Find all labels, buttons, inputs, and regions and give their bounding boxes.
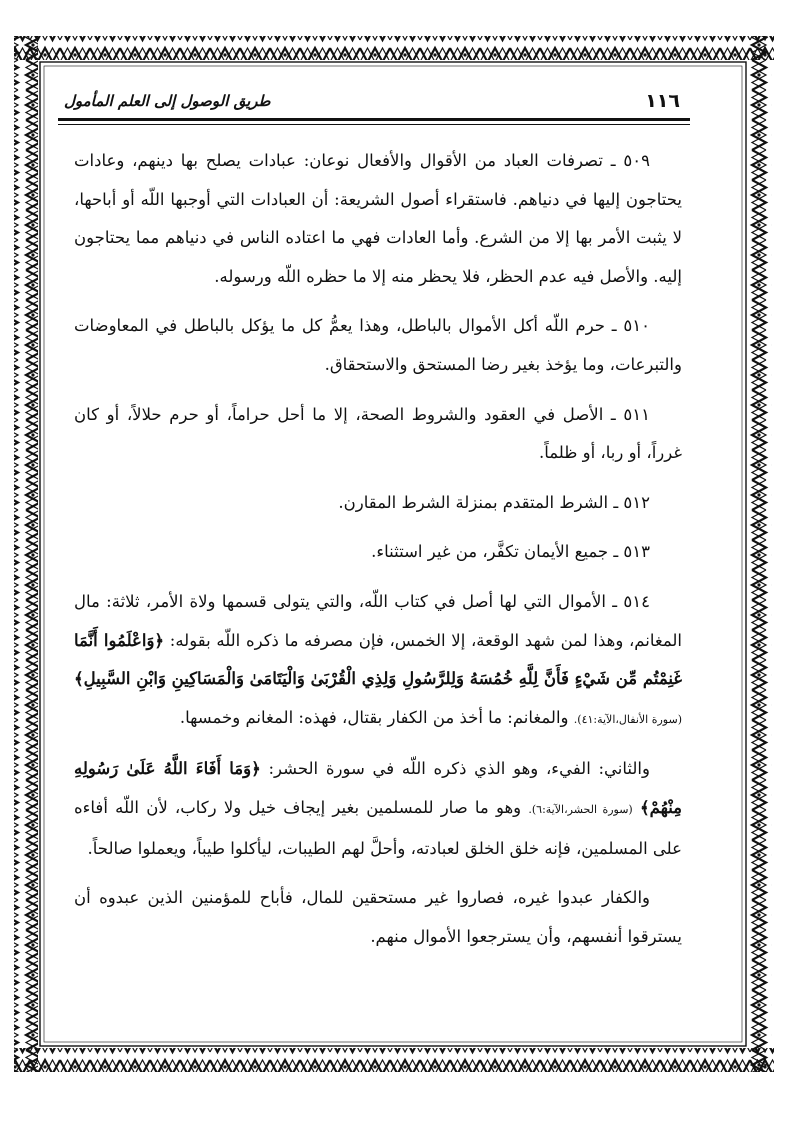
page-number: ١١٦ <box>645 90 680 112</box>
paragraph-514-intro: ٥١٤ ـ الأموال التي لها أصل في كتاب اللّه، والتي يتولى قسمها ولاة الأمر، ثلاثة: مال المغانم، وهذا لمن شهد الوقعة، إلا الخمس، فإن مصرفه ما ذكره اللّه بقوله: <box>74 591 682 650</box>
paragraph-512: ٥١٢ ـ الشرط المتقدم بمنزلة الشرط المقارن. <box>338 492 650 512</box>
paragraph-514-rest: والمغانم: ما أخذ من الكفار بقتال، فهذه: المغانم وخمسها. <box>179 707 569 727</box>
paragraph-fay-intro: والثاني: الفيء، وهو الذي ذكره اللّه في سورة الحشر: <box>268 759 650 779</box>
page-header <box>58 86 688 120</box>
header-rule-thin <box>58 124 690 125</box>
paragraph-509: ٥٠٩ ـ تصرفات العباد من الأقوال والأفعال نوعان: عبادات يصلح بها دينهم، وعادات يحتاجون إليها في دنياهم. فاستقراء أصول الشريعة: أن العبادات التي أوجبها اللّه أو أباحها، لا يثبت الأمر بها إلا من الشرع. وأما العادات فهي ما اعتاده الناس في دنياهم مما يحتاجون إليه. والأصل فيه عدم الحظر، فلا يحظر منه إلا ما حظره اللّه ورسوله. <box>74 151 682 286</box>
header-rule-thick <box>58 118 690 121</box>
paragraph-fay-rest: وهو ما صار للمسلمين بغير إيجاف خيل ولا ركاب، لأن اللّه أفاءه على المسلمين، فإنه خلق الخلق لعبادته، وأحلَّ لهم الطيبات، ليأكلوا طيباً، ويعملوا صالحاً. <box>74 797 682 858</box>
paragraph-513: ٥١٣ ـ جميع الأيمان تكفَّر، من غير استثناء. <box>371 542 650 562</box>
verse-reference-anfal: (سورة الأنفال،الآية:٤١). <box>573 712 682 726</box>
body-text <box>74 142 682 967</box>
quran-verse-anfal: ﴿وَاعْلَمُوا أَنَّمَا غَنِمْتُم مِّن شَيْءٍ فَأَنَّ لِلَّهِ خُمُسَهُ وَلِلرَّسُولِ وَلِذِي الْقُرْبَىٰ وَالْيَتَامَىٰ وَالْمَسَاكِينِ وَابْنِ السَّبِيلِ﴾ <box>74 630 682 689</box>
paragraph-514 <box>74 583 682 739</box>
paragraph-511: ٥١١ ـ الأصل في العقود والشروط الصحة، إلا ما أحل حراماً، أو حرم حلالاً، أو كان غرراً، أو ربا، أو ظلماً. <box>74 404 682 463</box>
paragraph-fay <box>74 750 682 868</box>
running-title: طريق الوصول إلى العلم المأمول <box>64 92 271 110</box>
verse-reference-hashr: (سورة الحشر،الآية:٦). <box>528 802 633 816</box>
paragraph-kuffar: والكفار عبدوا غيره، فصاروا غير مستحقين للمال، فأباح للمؤمنين الذين عبدوه أن يسترقوا أنفسهم، وأن يسترجعوا الأموال منهم. <box>74 888 682 946</box>
paragraph-510: ٥١٠ ـ حرم اللّه أكل الأموال بالباطل، وهذا يعمُّ كل ما يؤكل بالباطل في المعاوضات والتبرعات، وما يؤخذ بغير رضا المستحق والاستحقاق. <box>74 316 682 374</box>
quran-verse-hashr: ﴿وَمَا أَفَاءَ اللَّهُ عَلَىٰ رَسُولِهِ مِنْهُمْ﴾ <box>74 759 683 817</box>
